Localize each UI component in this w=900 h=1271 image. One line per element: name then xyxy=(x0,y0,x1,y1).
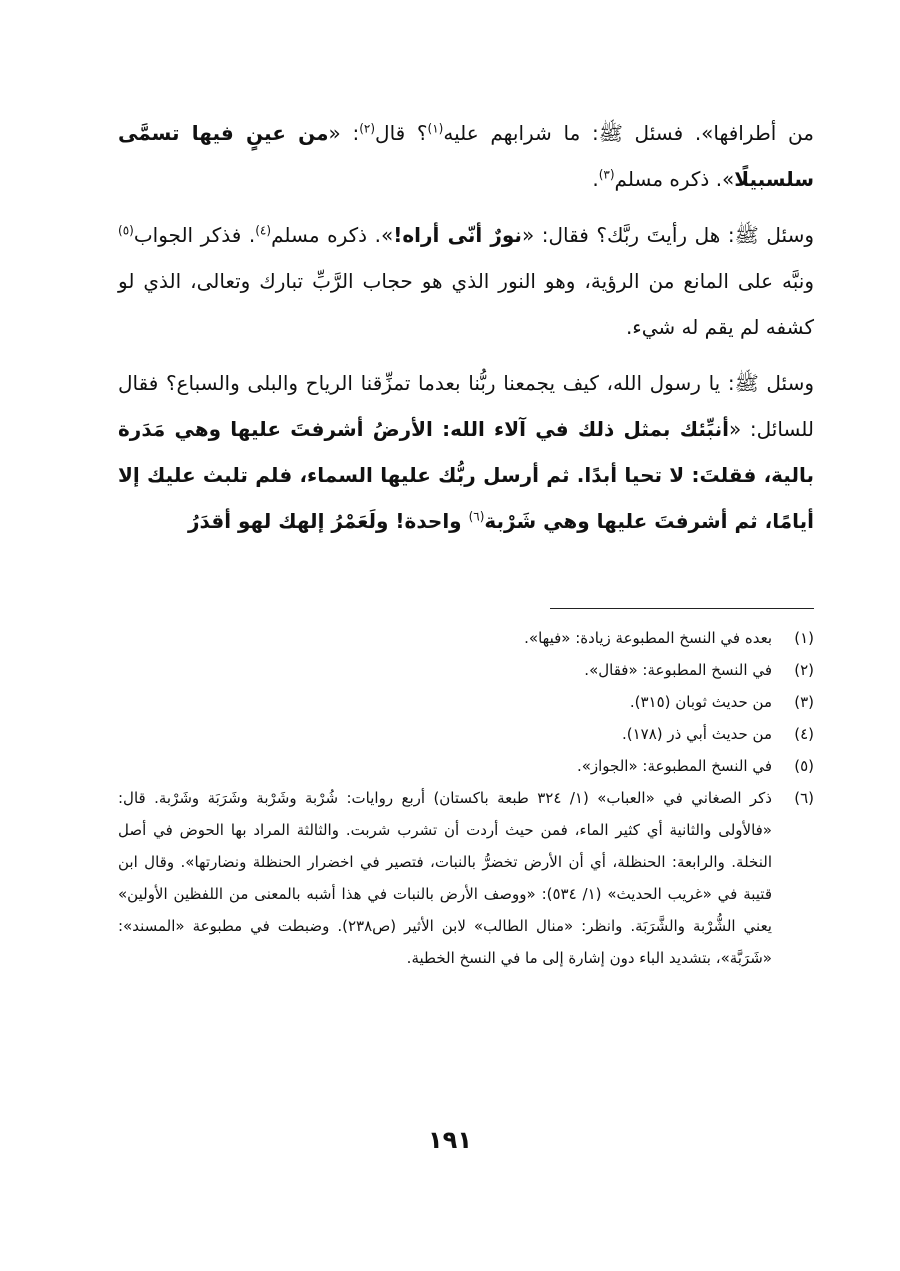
text-run: وسئل ﷺ: يا رسول الله، كيف يجمعنا ربُّنا بعدما تمزِّقنا الرياح والبلى والسباع؟ فقال للسائل: « xyxy=(118,371,814,441)
text-run: ؟ قال xyxy=(375,121,428,145)
page-number: ١٩١ xyxy=(428,1126,472,1154)
footnote-text: من حديث ثوبان (٣١٥). xyxy=(629,693,772,711)
text-run: ونبَّه على المانع من الرؤية، وهو النور الذي هو حجاب الرَّبِّ تبارك وتعالى، الذي لو كشفه لم يقم له شيء. xyxy=(118,269,814,339)
hadith-quote: من عينٍ فيها تسمَّى سلسبيلًا xyxy=(118,121,814,191)
footnote-number: (٤) xyxy=(794,725,814,743)
footnote-number: (٥) xyxy=(794,757,814,775)
text-run: . xyxy=(592,167,599,191)
footnote-ref-2[interactable]: (٢) xyxy=(359,121,376,136)
text-run: : « xyxy=(328,121,360,145)
footnote-ref-1[interactable]: (١) xyxy=(427,121,444,136)
paragraph-1 xyxy=(118,110,814,202)
hadith-quote: واحدة! ولَعَمْرُ إلهك لهو أقدَرُ xyxy=(188,509,469,533)
footnote-number: (١) xyxy=(794,629,814,647)
footnote-text: في النسخ المطبوعة: «الجواز». xyxy=(576,757,772,775)
footnote-ref-3[interactable]: (٣) xyxy=(598,167,615,182)
footnote xyxy=(118,718,814,750)
footnotes xyxy=(118,622,814,974)
footnote xyxy=(118,622,814,654)
footnote-text: من حديث أبي ذر (١٧٨). xyxy=(622,725,772,743)
footnote-text: ذكر الصغاني في «العباب» (١/ ٣٢٤ طبعة باكستان) أربع روايات: شُرْبة وشَرْبة وشَرَبَة وشَرْبة. قال: «فالأولى والثانية أي كثير الماء، فمن حيث أردت أن تشرب شربت. والثالثة المراد بها الحوض في أصل النخلة. والرابعة: الحنظلة، أي أن الأرض تخضرُّ بالنبات، فتصير في اخضرار الحنظلة ونضارتها». وقال ابن قتيبة في «غريب الحديث» (١/ ٥٣٤): «ووصف الأرض بالنبات في هذا أشبه بالمعنى من اللفظين الأولين» يعني الشُّرْبة والشَّرَبَة. وانظر: «منال الطالب» لابن الأثير (ص٢٣٨). وضبطت في مطبوعة «المسند»: «شَرَبَّة»، بتشديد الباء دون إشارة إلى ما في النسخ الخطية. xyxy=(118,789,772,967)
text-run: وسئل ﷺ: هل رأيتَ ربَّك؟ فقال: « xyxy=(521,223,814,247)
footnote xyxy=(118,750,814,782)
footnote-ref-6[interactable]: (٦) xyxy=(468,509,485,524)
footnote-text: في النسخ المطبوعة: «فقال». xyxy=(584,661,772,679)
footnote-text: بعده في النسخ المطبوعة زيادة: «فيها». xyxy=(524,629,772,647)
text-run: من أطرافها». فسئل ﷺ: ما شرابهم عليه xyxy=(443,121,814,145)
footnote-number: (٢) xyxy=(794,661,814,679)
main-text xyxy=(118,110,814,554)
hadith-quote: أنبِّئك بمثل ذلك في آلاء الله: الأرضُ أشرفتَ عليها وهي مَدَرة بالية، فقلتَ: لا تحيا أبدًا. ثم أرسل ربُّك عليها السماء، فلم تلبث عليك إلا أيامًا، ثم أشرفتَ عليها وهي شَرْبة xyxy=(118,417,814,533)
paragraph-3 xyxy=(118,360,814,544)
text-run: ». ذكره مسلم xyxy=(271,223,394,247)
paragraph-2 xyxy=(118,212,814,350)
footnote-ref-4[interactable]: (٤) xyxy=(255,223,272,238)
footnote xyxy=(118,686,814,718)
footnote-number: (٣) xyxy=(794,693,814,711)
text-run: . فذكر الجواب xyxy=(133,223,256,247)
footnote-separator xyxy=(550,608,814,609)
footnote xyxy=(118,654,814,686)
footnote-number: (٦) xyxy=(794,789,814,807)
footnote xyxy=(118,782,814,974)
footnote-ref-5[interactable]: (٥) xyxy=(118,223,134,238)
text-run: ». ذكره مسلم xyxy=(614,167,735,191)
hadith-quote: نورٌ أنّى أراه! xyxy=(393,223,522,247)
